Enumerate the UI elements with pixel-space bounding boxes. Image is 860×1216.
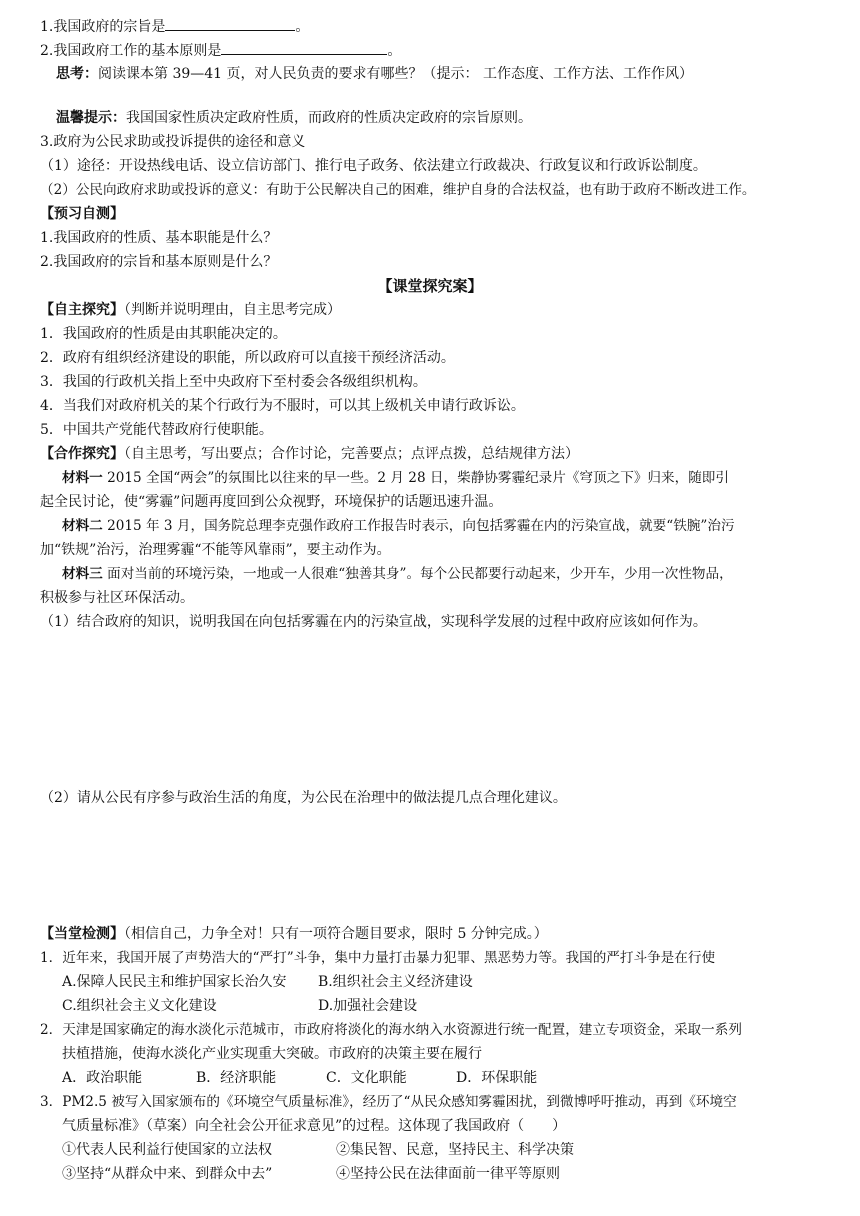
selftest-item: 1.我国政府的性质、基本职能是什么？	[40, 230, 278, 246]
think-prompt: 思考：阅读课本第 39—41 页，对人民负责的要求有哪些？（提示： 工作态度、工作方法、工作作风）	[56, 66, 693, 82]
explore-item: 2．政府有组织经济建设的职能，所以政府可以直接干预经济活动。	[40, 350, 455, 366]
option-d[interactable]: D．环保职能	[456, 1070, 538, 1086]
coop-question-1: （1）结合政府的知识，说明我国在向包括雾霾在内的污染宣战，实现科学发展的过程中政府应该如何作为。	[40, 614, 707, 630]
question-2-text: 2.我国政府工作的基本原则是	[40, 43, 222, 59]
material-2: 材料二 2015 年 3 月，国务院总理李克强作政府工作报告时表示，向包括雾霾在内的污染宣战，就要“铁腕”治污	[62, 518, 735, 534]
material-1-cont: 起全民讨论，使“雾霾”问题再度回到公众视野，环境保护的话题迅速升温。	[40, 494, 503, 510]
answer-blank[interactable]	[165, 16, 295, 31]
explore-item: 1．我国政府的性质是由其职能决定的。	[40, 326, 287, 342]
selftest-heading: 【预习自测】	[40, 206, 124, 222]
option-d[interactable]: D.加强社会建设	[318, 998, 418, 1014]
question-1: 1.我国政府的宗旨是 。	[40, 16, 309, 37]
coop-heading: 【合作探究】（自主思考，写出要点；合作讨论，完善要点；点评点拨，总结规律方法）	[40, 446, 579, 462]
coop-question-2: （2）请从公民有序参与政治生活的角度，为公民在治理中的做法提几点合理化建议。	[40, 790, 567, 806]
option-a[interactable]: A.保障人民民主和维护国家长治久安	[62, 974, 287, 990]
statement-2[interactable]: ②集民智、民意，坚持民主、科学决策	[336, 1142, 574, 1158]
check-question-3: 3．PM2.5 被写入国家颁布的《环境空气质量标准》，经历了“从民众感知雾霾困扰，到微博呼吁推动，再到《环境空	[40, 1094, 737, 1110]
section-title: 【课堂探究案】	[377, 277, 483, 295]
material-2-cont: 加“铁规”治污，治理雾霾“不能等风靠雨”，要主动作为。	[40, 542, 391, 558]
statement-1[interactable]: ①代表人民利益行使国家的立法权	[62, 1142, 272, 1158]
question-3: 3.政府为公民求助或投诉提供的途径和意义	[40, 134, 306, 150]
explore-item: 4．当我们对政府机关的某个行政行为不服时，可以其上级机关申请行政诉讼。	[40, 398, 525, 414]
question-1-text: 1.我国政府的宗旨是	[40, 19, 166, 35]
explore-item: 5．中国共产党能代替政府行使职能。	[40, 422, 273, 438]
material-3-cont: 积极参与社区环保活动。	[40, 590, 194, 606]
question-3-ways: （1）途径：开设热线电话、设立信访部门、推行电子政务、依法建立行政裁决、行政复议和行政诉讼制度。	[40, 158, 707, 174]
check-question-2-cont: 扶植措施，使海水淡化产业实现重大突破。市政府的决策主要在履行	[62, 1046, 482, 1062]
check-question-3-cont: 气质量标准》（草案）向全社会公开征求意见”的过程。这体现了我国政府（ ）	[62, 1118, 567, 1134]
option-b[interactable]: B.组织社会主义经济建设	[318, 974, 473, 990]
option-c[interactable]: C.组织社会主义文化建设	[62, 998, 217, 1014]
option-c[interactable]: C．文化职能	[326, 1070, 407, 1086]
question-3-meaning: （2）公民向政府求助或投诉的意义：有助于公民解决自己的困难，维护自身的合法权益，也有助于政府不断改进工作。	[40, 182, 756, 198]
option-a[interactable]: A．政治职能	[62, 1070, 143, 1086]
material-1: 材料一 2015 全国“两会”的氛围比以往来的早一些。2 月 28 日，柴静协雾霾纪录片《穹顶之下》归来，随即引	[62, 470, 729, 486]
explore-item: 3．我国的行政机关指上至中央政府下至村委会各级组织机构。	[40, 374, 427, 390]
question-2: 2.我国政府工作的基本原则是 。	[40, 40, 401, 61]
statement-3[interactable]: ③坚持“从群众中来、到群众中去”	[62, 1166, 273, 1182]
statement-4[interactable]: ④坚持公民在法律面前一律平等原则	[336, 1166, 560, 1182]
answer-blank[interactable]	[221, 40, 387, 55]
check-question-1: 1．近年来，我国开展了声势浩大的“严打”斗争，集中力量打击暴力犯罪、黑恶势力等。我国的严打斗争是在行使	[40, 950, 716, 966]
selftest-item: 2.我国政府的宗旨和基本原则是什么？	[40, 254, 278, 270]
warm-tip: 温馨提示：我国国家性质决定政府性质，而政府的性质决定政府的宗旨原则。	[56, 110, 532, 126]
check-heading: 【当堂检测】（相信自己，力争全对！只有一项符合题目要求，限时 5 分钟完成。）	[40, 926, 548, 942]
check-question-2: 2．天津是国家确定的海水淡化示范城市，市政府将淡化的海水纳入水资源进行统一配置，建立专项资金，采取一系列	[40, 1022, 742, 1038]
material-3: 材料三 面对当前的环境污染，一地或一人很难“独善其身”。每个公民都要行动起来，少开车，少用一次性物品，	[62, 566, 733, 582]
explore-heading: 【自主探究】（判断并说明理由，自主思考完成）	[40, 302, 341, 318]
option-b[interactable]: B．经济职能	[196, 1070, 277, 1086]
